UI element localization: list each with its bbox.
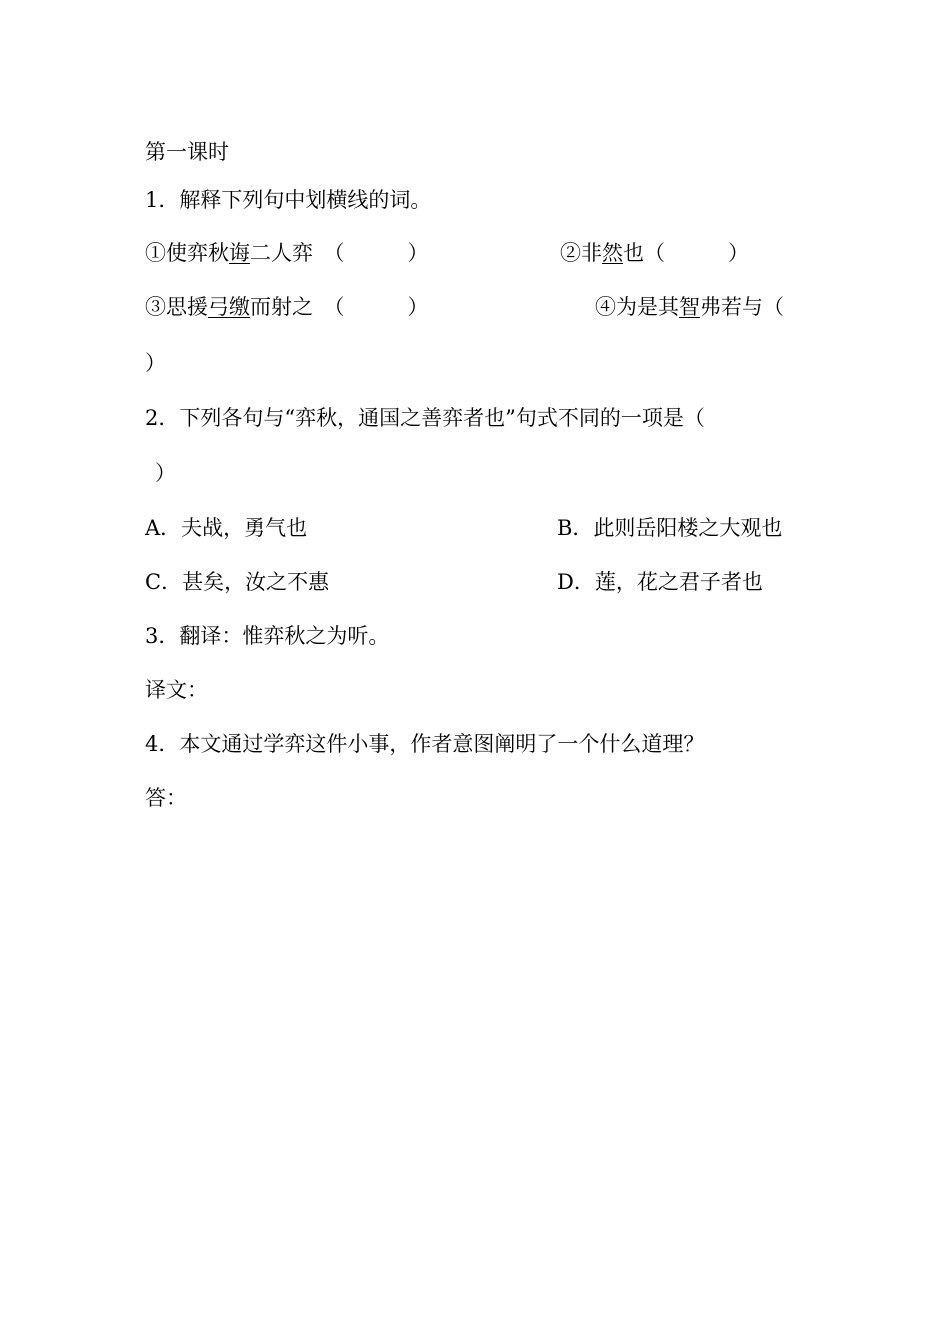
underlined-word: 诲 (229, 241, 250, 265)
translation-label: 译文： (145, 678, 208, 702)
question-2-closing-paren: ） (155, 461, 176, 485)
question-1-row-1 (145, 243, 825, 264)
question-1-row-2 (145, 297, 825, 318)
question-1-prompt: 1．解释下列句中划横线的词。 (145, 188, 432, 212)
option-c: C．甚矣，汝之不惠 (145, 570, 330, 594)
option-b: B．此则岳阳楼之大观也 (557, 516, 783, 540)
underlined-word: 然 (602, 241, 623, 265)
underlined-word: 弓缴 (208, 295, 250, 319)
question-2-prompt: 2．下列各句与“弈秋，通国之善弈者也”句式不同的一项是（ (145, 406, 705, 430)
item-4: ④为是其智弗若与（ (595, 295, 784, 319)
item-1: ①使弈秋诲二人弈 （ ） (145, 241, 429, 265)
question-1-closing-paren: ） (145, 351, 166, 375)
option-a: A．夫战，勇气也 (145, 516, 308, 540)
underlined-word: 智 (679, 295, 700, 319)
item-3: ③思援弓缴而射之 （ ） (145, 295, 429, 319)
session-title: 第一课时 (145, 140, 229, 164)
item-2: ②非然也（ ） (560, 241, 749, 265)
question-4-prompt: 4．本文通过学弈这件小事，作者意图阐明了一个什么道理？ (145, 732, 705, 756)
question-3-prompt: 3．翻译：惟弈秋之为听。 (145, 624, 390, 648)
answer-label: 答： (145, 786, 187, 810)
option-d: D．莲，花之君子者也 (557, 570, 763, 594)
